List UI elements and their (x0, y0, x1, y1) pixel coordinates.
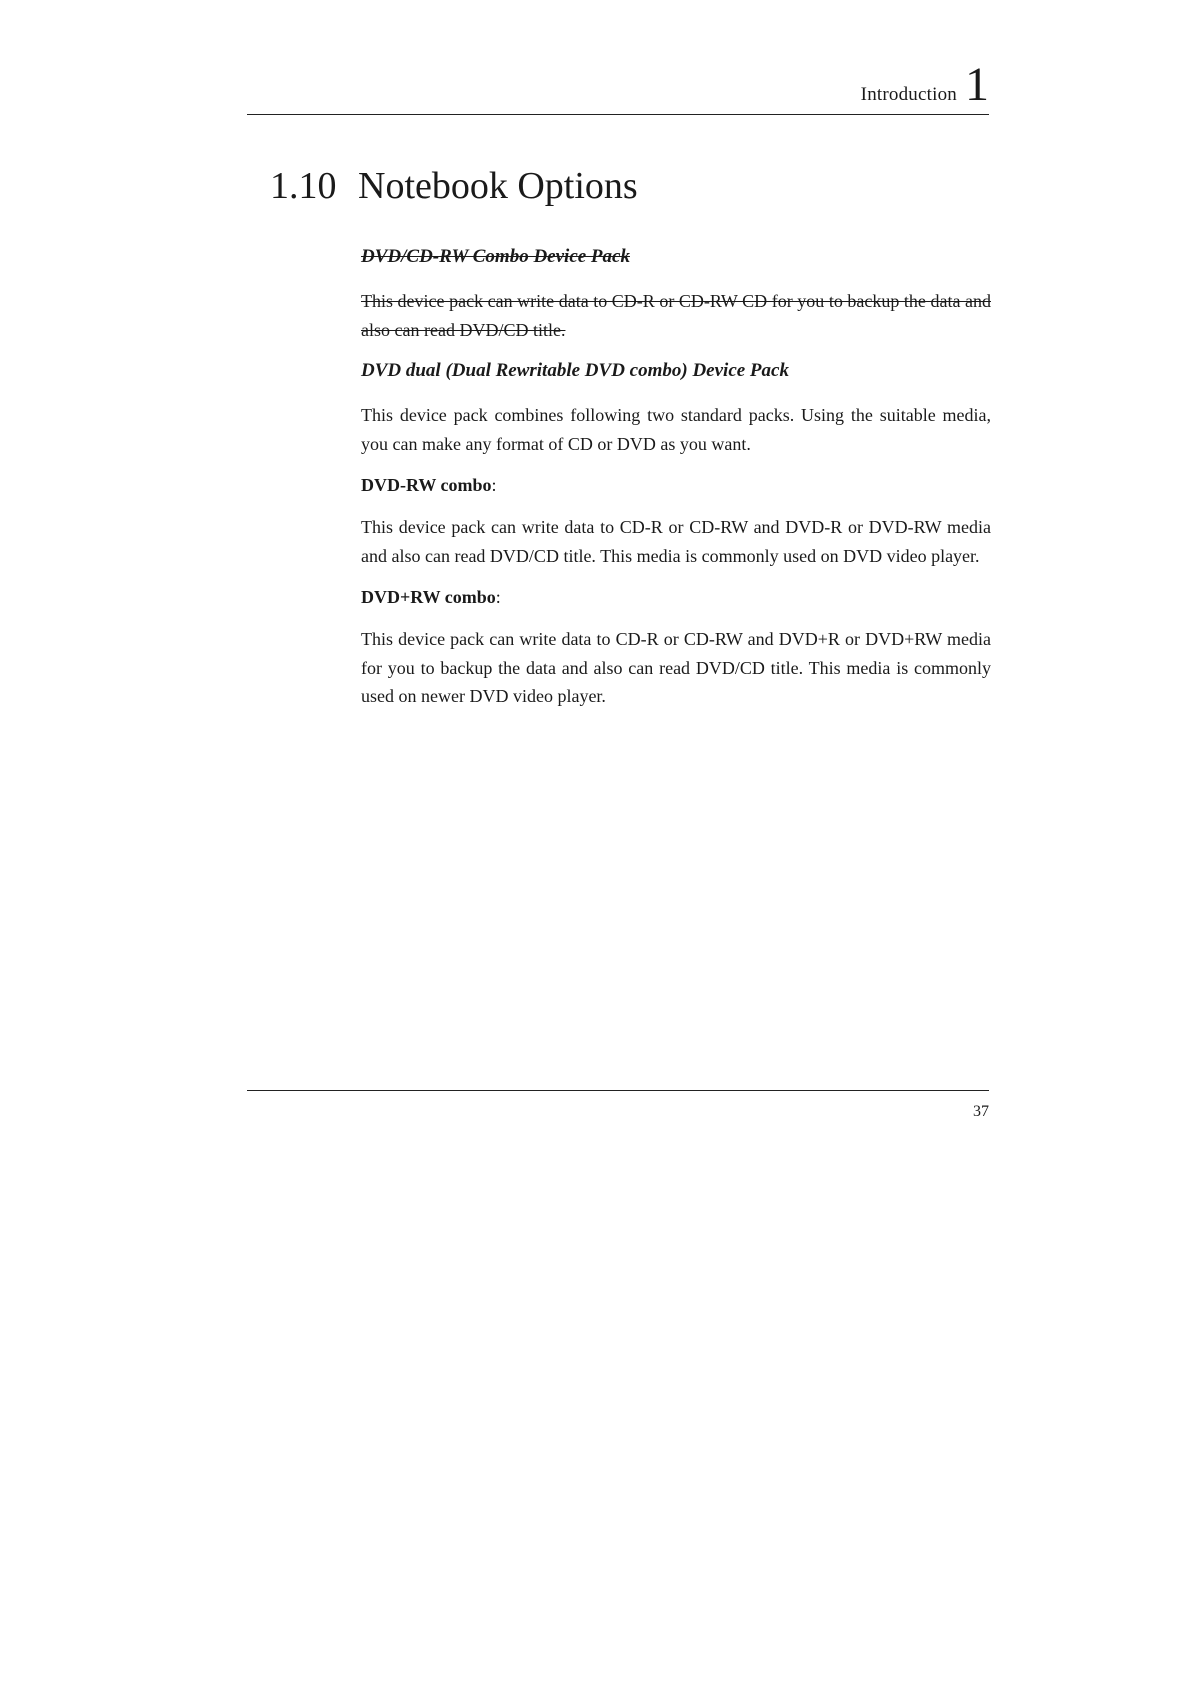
dvd-plus-rw-text: This device pack can write data to CD-R or CD-RW and DVD+R or DVD+RW media for you to backup the data and also can read DVD/CD title. This media is commonly used on newer DVD video player. (361, 629, 991, 706)
dvd-plus-rw-label-line (361, 584, 991, 610)
dvd-rw-label-line (361, 472, 991, 498)
dvd-rw-label: DVD-RW combo (361, 475, 492, 495)
dual-pack-text: This device pack combines following two standard packs. Using the suitable media, you can make any format of CD or DVD as you want. (361, 405, 991, 454)
page-footer (247, 1090, 989, 1120)
dvd-plus-rw-colon: : (495, 587, 501, 607)
dvd-plus-rw-label: DVD+RW combo (361, 587, 496, 607)
dvd-rw-colon: : (491, 475, 497, 495)
section-number: 1.10 (270, 165, 337, 207)
page-header (247, 58, 989, 115)
chapter-label: Introduction (860, 84, 957, 105)
section-title-text: Notebook Options (358, 165, 638, 207)
dual-pack-heading: DVD dual (Dual Rewritable DVD combo) Device Pack (361, 360, 789, 381)
section-title (270, 164, 638, 208)
dvd-rw-text: This device pack can write data to CD-R or CD-RW and DVD-R or DVD-RW media and also can read DVD/CD title. This media is commonly used on DVD video player. (361, 517, 991, 566)
content-body (361, 244, 991, 725)
combo-pack-heading: DVD/CD-RW Combo Device Pack (361, 246, 630, 267)
chapter-number: 1 (965, 58, 989, 111)
page-number: 37 (973, 1103, 989, 1120)
combo-pack-text: This device pack can write data to CD-R or CD-RW CD for you to backup the data and also can read DVD/CD title. (361, 291, 991, 340)
